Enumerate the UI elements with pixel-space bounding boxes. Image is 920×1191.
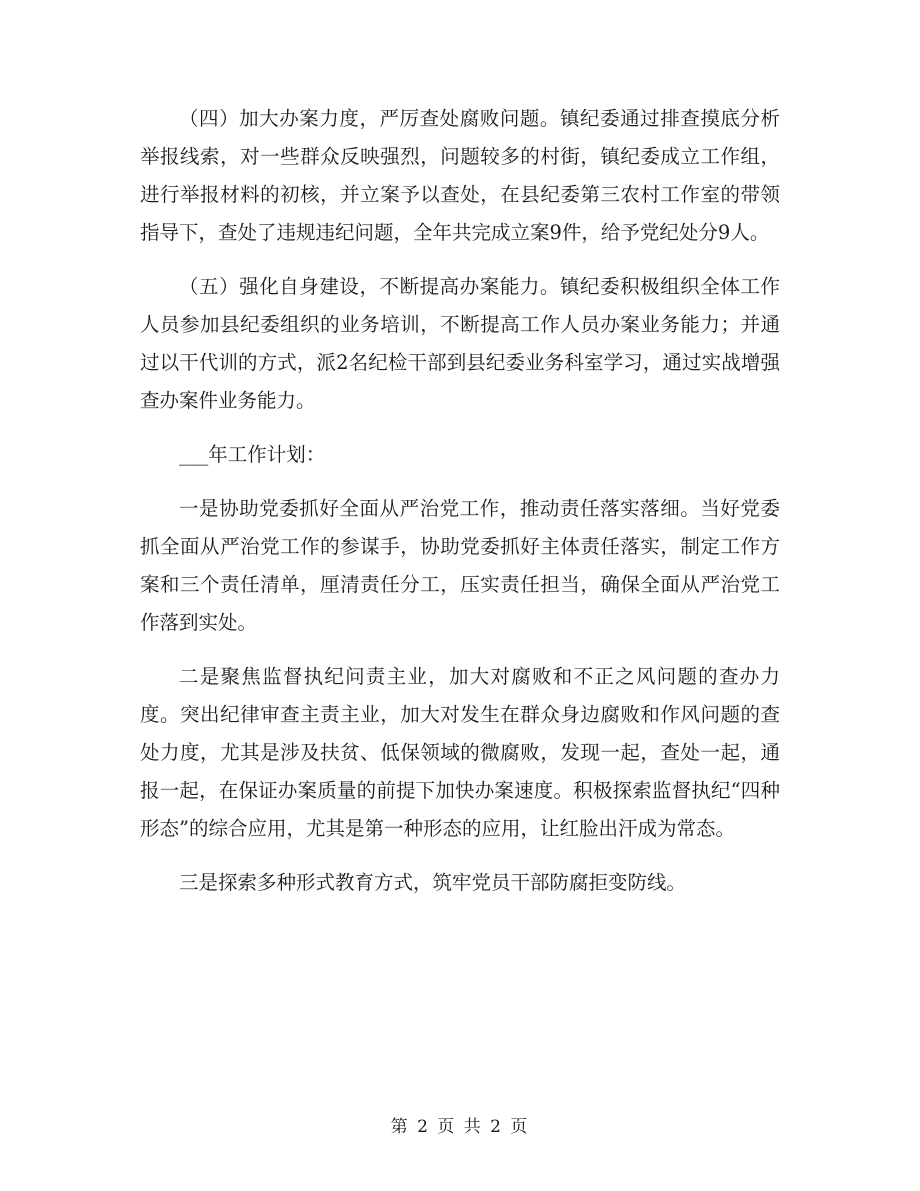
page-number-footer: 第 2 页 共 2 页 — [390, 1117, 530, 1137]
paragraph-plan-item-3: 三是探索多种形式教育方式，筑牢党员干部防腐拒变防线。 — [179, 871, 687, 894]
paragraph-plan-heading: ___年工作计划： — [179, 443, 326, 466]
paragraph-self-building: （五）强化自身建设，不断提高办案能力。镇纪委积极组织全体工作人员参加县纪委组织的业务培训，不断提高工作人员办案业务能力；并通过以干代训的方式，派2名纪检干部到县纪委业务科室学习，通过实战增强查办案件业务能力。 — [140, 275, 780, 412]
paragraph-plan-item-1: 一是协助党委抓好全面从严治党工作，推动责任落实落细。当好党委抓全面从严治党工作的参谋手，协助党委抓好主体责任落实，制定工作方案和三个责任清单，厘清责任分工，压实责任担当，确保全面从严治党工作落到实处。 — [140, 497, 780, 634]
paragraph-plan-item-2: 二是聚焦监督执纪问责主业，加大对腐败和不正之风问题的查办力度。突出纪律审查主责主业，加大对发生在群众身边腐败和作风问题的查处力度，尤其是涉及扶贫、低保领域的微腐败，发现一起，查处一起，通报一起，在保证办案质量的前提下加快办案速度。积极探索监督执纪“四种形态”的综合应用，尤其是第一种形态的应用，让红脸出汗成为常态。 — [140, 665, 780, 840]
document-body — [140, 100, 780, 918]
paragraph-investigation: （四）加大办案力度，严厉查处腐败问题。镇纪委通过排查摸底分析举报线索，对一些群众反映强烈，问题较多的村街，镇纪委成立工作组，进行举报材料的初核，并立案予以查处，在县纪委第三农村工作室的带领指导下，查处了违规违纪问题，全年共完成立案9件，给予党纪处分9人。 — [140, 107, 780, 244]
